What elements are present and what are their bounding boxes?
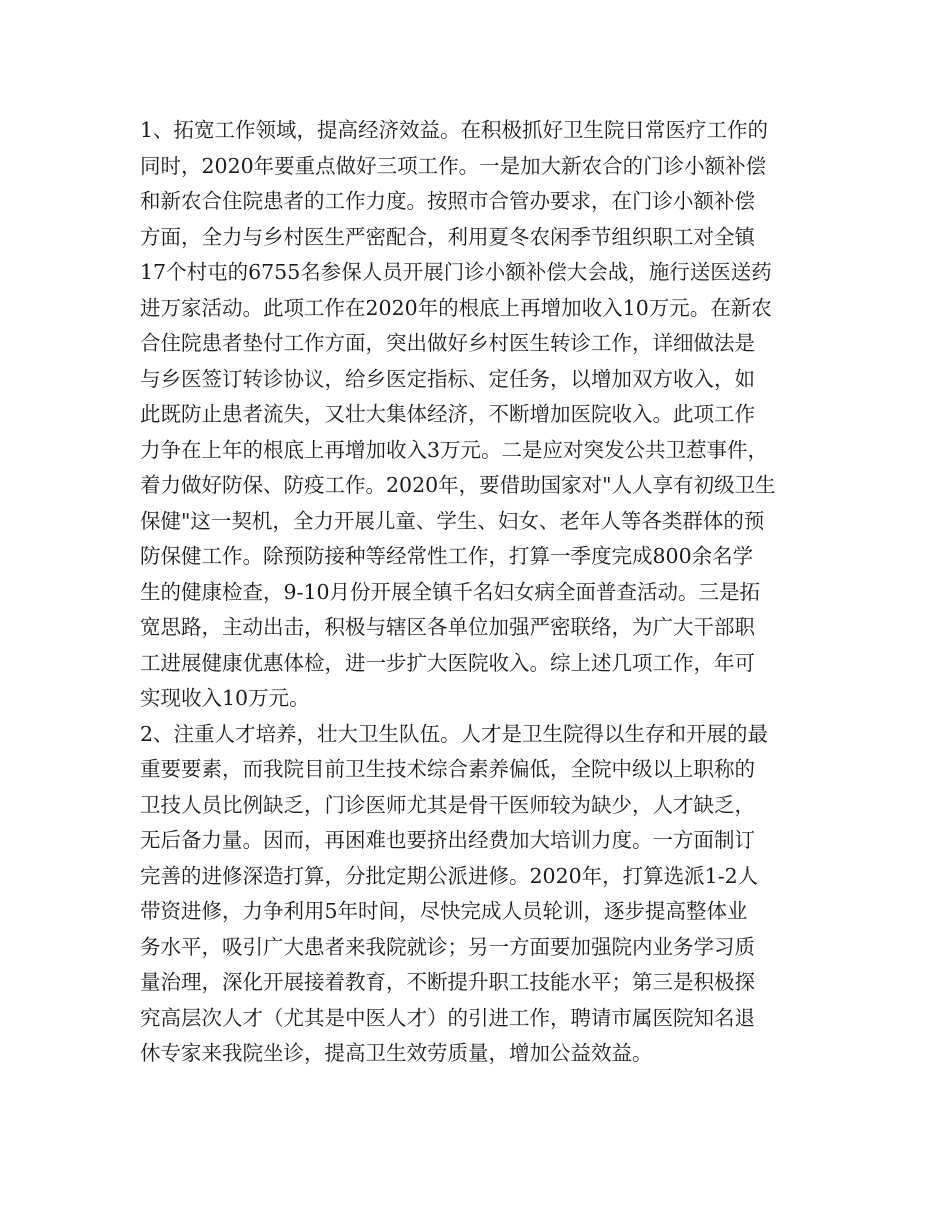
text-line: 方面，全力与乡村医生严密配合，利用夏冬农闲季节组织职工对全镇 — [140, 224, 755, 249]
text-line: 2、注重人才培养，壮大卫生队伍。人才是卫生院得以生存和开展的最 — [140, 721, 769, 746]
text-line: 究高层次人才（尤其是中医人才）的引进工作，聘请市属医院知名退 — [140, 1005, 755, 1030]
text-line: 进万家活动。此项工作在2020年的根底上再增加收入10万元。在新农 — [140, 295, 772, 320]
text-line: 量治理，深化开展接着教育，不断提升职工技能水平；第三是积极探 — [140, 970, 755, 994]
text-line: 17个村屯的6755名参保人员开展门诊小额补偿大会战，施行送医送药 — [140, 260, 772, 284]
text-line: 务水平，吸引广大患者来我院就诊；另一方面要加强院内业务学习质 — [140, 934, 755, 959]
text-line: 合住院患者垫付工作方面，突出做好乡村医生转诊工作，详细做法是 — [140, 331, 755, 355]
text-line: 重要要素，而我院目前卫生技术综合素养偏低，全院中级以上职称的 — [140, 757, 755, 781]
text-line: 和新农合住院患者的工作力度。按照市合管办要求，在门诊小额补偿 — [140, 189, 755, 213]
text-line: 保健"这一契机，全力开展儿童、学生、妇女、老年人等各类群体的预 — [140, 508, 765, 533]
text-line: 着力做好防保、防疫工作。2020年，要借助国家对"人人享有初级卫生 — [140, 473, 776, 497]
text-line: 无后备力量。因而，再困难也要挤出经费加大培训力度。一方面制订 — [140, 828, 755, 852]
text-line: 力争在上年的根底上再增加收入3万元。二是应对突发公共卫惹事件， — [140, 437, 769, 462]
text-line: 同时，2020年要重点做好三项工作。一是加大新农合的门诊小额补偿 — [140, 153, 767, 178]
text-line: 防保健工作。除预防接种等经常性工作，打算一季度完成800余名学 — [140, 544, 754, 568]
text-line: 宽思路，主动出击，积极与辖区各单位加强严密联络，为广大干部职 — [140, 615, 755, 639]
text-line: 带资进修，力争利用5年时间，尽快完成人员轮训，逐步提高整体业 — [140, 899, 748, 923]
text-line: 生的健康检查，9-10月份开展全镇千名妇女病全面普查活动。三是拓 — [140, 579, 761, 604]
document-body — [140, 113, 830, 1072]
text-line: 1、拓宽工作领域，提高经济效益。在积极抓好卫生院日常医疗工作的 — [140, 118, 769, 142]
text-line: 完善的进修深造打算，分批定期公派进修。2020年，打算选派1-2人 — [140, 863, 759, 888]
text-line: 与乡医签订转诊协议，给乡医定指标、定任务，以增加双方收入，如 — [140, 366, 755, 391]
text-line: 卫技人员比例缺乏，门诊医师尤其是骨干医师较为缺少，人才缺乏， — [140, 792, 755, 817]
text-line: 工进展健康优惠体检，进一步扩大医院收入。综上述几项工作，年可 — [140, 650, 755, 675]
text-line: 休专家来我院坐诊，提高卫生效劳质量，增加公益效益。 — [140, 1041, 653, 1065]
text-line: 实现收入10万元。 — [140, 686, 310, 710]
text-line: 此既防止患者流失，又壮大集体经济，不断增加医院收入。此项工作 — [140, 402, 755, 426]
